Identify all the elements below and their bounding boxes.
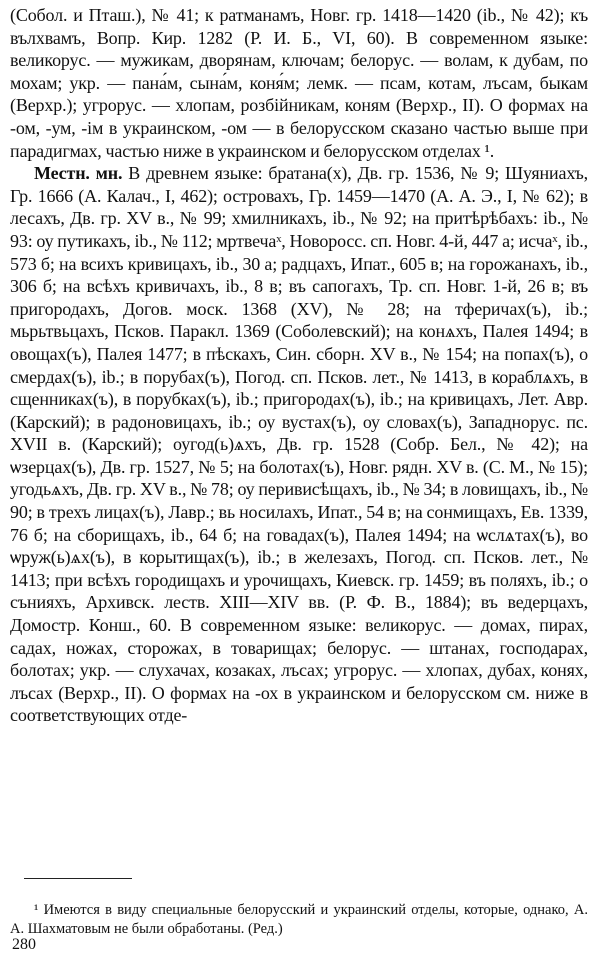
page-number: 280 — [12, 936, 36, 953]
footnote: ¹ Имеются в виду специальные белорусский и украинский отделы, которые, однако, А. А. Шахматовым не были обработаны. (Ред.) — [10, 901, 588, 937]
section-lead: Местн. мн. — [34, 163, 123, 184]
footnote-divider — [24, 878, 132, 879]
main-text — [10, 4, 588, 727]
paragraph-locative-plural-text: В древнем языке: братана(х), Дв. гр. 1536, № 9; Шуяниахъ, Гр. 1666 (А. Калач., I, 462); островахъ, Гр. 1459—1470 (А. А. Э., I, № 62); в лесахъ, Дв. гр. XV в., № 99; хмилникахъ, ib., № 92; на притѣрѣбахъ: ib., № 93: оу путикахъ, ib., № 112; мртвечаˣ, Новоросс. сп. Новг. 4-й, 447 а; исчаˣ, ib., 573 б; на всихъ кривицахъ, ib., 30 а; радцахъ, Ипат., 605 в; на горожанахъ, ib., 306 б; на всѣхъ кривичахъ, ib., 8 в; въ сапогахъ, Тр. сп. Новг. 1-й, 26 в; въ пригородахъ, Догов. моск. 1368 (XV), № 28; на тферичах(ъ), ib.; мьрьтвьцахъ, Псков. Паракл. 1369 (Соболевский); на конѧхъ, Палея 1494; в овощах(ъ), Палея 1477; в пѣскахъ, Син. сборн. XV в., № 154; на попах(ъ), о смердах(ъ), ib.; в порубах(ъ), Погод. сп. Псков. лет., № 1413, в кораблѧхъ, в сщенниках(ъ), в порубках(ъ), ib.; пригородах(ъ), ib.; на кривицахъ, Лет. Авр. (Карский); в радоновицахъ, ib.; оу вустах(ъ), оу словах(ъ), Западнорус. пс. XVII в. (Карский); оугод(ь)ѧхъ, Дв. гр. 1528 (Собр. Бел., № 42); на ѡзерцах(ъ), Дв. гр. 1527, № 5; на болотах(ъ), Новг. рядн. XV в. (С. М., № 15); угодьѧхъ, Дв. гр. XV в., № 78; оу перивисѣщахъ, ib., № 34; в ловищахъ, ib., № 90; в трехъ лицах(ъ), Лавр.; вь носилахъ, Ипат., 54 в; на сонмищахъ, Ев. 1339, 76 б; на сборищахъ, ib., 64 б; на говадах(ъ), Палея 1494; на ѡслѧтах(ъ), во ѡруж(ь)ѧх(ъ), в корытищах(ъ), ib.; в железахъ, Погод. сп. Псков. лет., № 1413; при всѣхъ городищахъ и урочищахъ, Киевск. гр. 1459; въ поляхъ, ib.; о сънияхъ, Архивск. леств. XIII—XIV вв. (Р. Ф. В., 1884); въ ведерцахъ, Домостр. Конш., 60. В современном языке: великорус. — домах, пирах, садах, ножах, сторожах, в товарищах; белорус. — штанах, господарах, болотах; укр. — слухачах, козаках, лъсах; угрорус. — хлопах, дубах, конях, лъсах (Верхр., II). О формах на -ох в украинском и белорусском см. ниже в соответствующих отде- — [10, 163, 588, 726]
paragraph-locative-plural — [10, 162, 588, 727]
paragraph-dative-plural: (Собол. и Пташ.), № 41; к ратманамъ, Новг. гр. 1418—1420 (ib., № 42); къ вълхвамъ, Вопр. Кир. 1282 (Р. И. Б., VI, 60). В современном языке: великорус. — мужикам, дворянам, ключам; белорус. — волам, к дубам, по мохам; укр. — пана́м, сына́м, коня́м; лемк. — псам, котам, лъсам, быкам (Верхр.); угрорус. — хлопам, розбiйникам, коням (Верхр., II). О формах на -ом, -ум, -iм в украинском, -ом — в белорусском сказано частью выше при парадигмах, частью ниже в украинском и белорусском отделах ¹. — [10, 5, 588, 161]
